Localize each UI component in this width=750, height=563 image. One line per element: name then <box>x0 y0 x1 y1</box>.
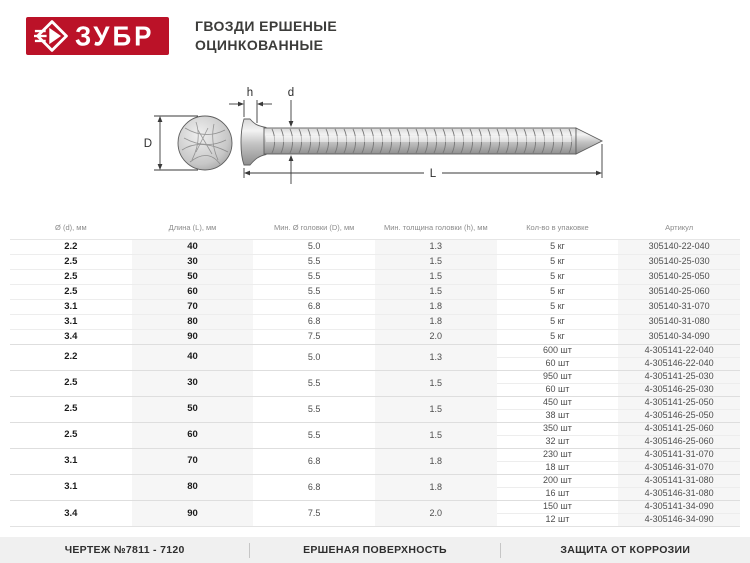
table-row <box>10 314 740 329</box>
table-cell: 3.1 <box>10 448 132 474</box>
column-header: Артикул <box>618 216 740 239</box>
table-cell: 305140-34-090 <box>618 329 740 344</box>
quantity-cell: 60 шт <box>497 383 619 396</box>
quantity-cell: 200 шт <box>497 474 619 487</box>
table-row <box>10 422 740 435</box>
table-cell: 3.1 <box>10 299 132 314</box>
table-cell: 1.5 <box>375 284 497 299</box>
sku-cell: 4-305146-31-070 <box>618 461 740 474</box>
quantity-cell: 18 шт <box>497 461 619 474</box>
sku-cell: 4-305146-25-030 <box>618 383 740 396</box>
table-cell: 30 <box>132 254 254 269</box>
sku-cell: 4-305141-31-080 <box>618 474 740 487</box>
svg-text:d: d <box>287 87 295 99</box>
table-cell: 30 <box>132 370 254 396</box>
sku-cell: 4-305146-34-090 <box>618 513 740 526</box>
svg-text:h: h <box>246 87 254 99</box>
table-cell: 1.5 <box>375 370 497 396</box>
page-header <box>26 17 337 55</box>
table-cell: 3.1 <box>10 474 132 500</box>
table-cell: 2.5 <box>10 422 132 448</box>
table-cell: 60 <box>132 284 254 299</box>
table-cell: 6.8 <box>253 448 375 474</box>
spec-table-body <box>10 239 740 526</box>
quantity-cell: 32 шт <box>497 435 619 448</box>
sku-cell: 4-305141-25-030 <box>618 370 740 383</box>
table-cell: 5.5 <box>253 254 375 269</box>
column-header: Ø (d), мм <box>10 216 132 239</box>
table-row <box>10 370 740 383</box>
spec-table <box>10 216 740 526</box>
table-bottom-divider <box>10 526 740 527</box>
sku-cell: 4-305141-22-040 <box>618 344 740 357</box>
table-cell: 5 кг <box>497 299 619 314</box>
quantity-cell: 350 шт <box>497 422 619 435</box>
product-title-line1: ГВОЗДИ ЕРШЕНЫЕ <box>195 18 338 34</box>
table-cell: 5 кг <box>497 284 619 299</box>
table-row <box>10 269 740 284</box>
product-title <box>195 17 337 55</box>
svg-text:D: D <box>143 138 152 150</box>
table-cell: 1.5 <box>375 422 497 448</box>
table-cell: 305140-25-030 <box>618 254 740 269</box>
table-cell: 5 кг <box>497 314 619 329</box>
table-cell: 5 кг <box>497 269 619 284</box>
table-cell: 1.8 <box>375 314 497 329</box>
table-cell: 7.5 <box>253 500 375 526</box>
table-cell: 5.5 <box>253 396 375 422</box>
quantity-cell: 150 шт <box>497 500 619 513</box>
nail-head-side-view <box>241 119 266 165</box>
table-cell: 60 <box>132 422 254 448</box>
table-cell: 3.4 <box>10 329 132 344</box>
table-cell: 7.5 <box>253 329 375 344</box>
table-cell: 5.0 <box>253 344 375 370</box>
table-cell: 5 кг <box>497 329 619 344</box>
table-cell: 2.5 <box>10 370 132 396</box>
footer-surface-type: ЕРШЕНАЯ ПОВЕРХНОСТЬ <box>303 544 447 556</box>
column-header: Мин. Ø головки (D), мм <box>253 216 375 239</box>
quantity-cell: 60 шт <box>497 357 619 370</box>
table-cell: 80 <box>132 474 254 500</box>
table-row <box>10 500 740 513</box>
table-cell: 2.2 <box>64 240 78 252</box>
table-cell: 1.8 <box>375 474 497 500</box>
table-cell: 1.8 <box>375 299 497 314</box>
table-cell: 70 <box>132 299 254 314</box>
table-cell: 2.0 <box>375 500 497 526</box>
table-cell: 5.5 <box>253 284 375 299</box>
table-row <box>10 344 740 357</box>
table-cell: 6.8 <box>253 314 375 329</box>
table-cell: 305140-31-070 <box>618 299 740 314</box>
table-cell: 1.5 <box>375 396 497 422</box>
table-cell: 2.5 <box>10 396 132 422</box>
svg-text:L: L <box>429 168 437 180</box>
table-cell: 305140-31-080 <box>618 314 740 329</box>
table-cell: 1.5 <box>375 254 497 269</box>
table-cell: 50 <box>132 269 254 284</box>
sku-cell: 4-305146-31-080 <box>618 487 740 500</box>
table-cell: 2.5 <box>10 284 132 299</box>
table-row <box>10 239 740 254</box>
quantity-cell: 230 шт <box>497 448 619 461</box>
logo-wordmark: ЗУБР <box>75 20 155 52</box>
table-cell: 5.5 <box>253 269 375 284</box>
table-cell: 1.3 <box>375 239 497 254</box>
table-cell: 5.5 <box>253 422 375 448</box>
product-title-line2: ОЦИНКОВАННЫЕ <box>195 37 324 53</box>
sku-cell: 4-305141-25-060 <box>618 422 740 435</box>
table-cell: 1.3 <box>375 344 497 370</box>
table-cell: 1.5 <box>375 269 497 284</box>
sku-cell: 4-305141-34-090 <box>618 500 740 513</box>
table-row <box>10 299 740 314</box>
quantity-cell: 38 шт <box>497 409 619 422</box>
table-cell: 305140-25-060 <box>618 284 740 299</box>
sku-cell: 4-305146-25-060 <box>618 435 740 448</box>
table-cell: 3.4 <box>10 500 132 526</box>
quantity-cell: 16 шт <box>497 487 619 500</box>
table-cell: 6.8 <box>253 474 375 500</box>
nail-technical-drawing <box>0 80 750 198</box>
table-cell: 80 <box>132 314 254 329</box>
sku-cell: 4-305141-25-050 <box>618 396 740 409</box>
quantity-cell: 950 шт <box>497 370 619 383</box>
table-cell: 5.5 <box>253 370 375 396</box>
sku-cell: 4-305146-22-040 <box>618 357 740 370</box>
quantity-cell: 12 шт <box>497 513 619 526</box>
table-cell: 40 <box>132 344 254 370</box>
table-row <box>10 329 740 344</box>
table-cell: 305140-25-050 <box>618 269 740 284</box>
table-cell: 3.1 <box>10 314 132 329</box>
table-cell: 50 <box>132 396 254 422</box>
quantity-cell: 450 шт <box>497 396 619 409</box>
table-row <box>10 284 740 299</box>
sku-cell: 4-305141-31-070 <box>618 448 740 461</box>
nail-tip <box>576 128 602 154</box>
column-header: Кол-во в упаковке <box>497 216 619 239</box>
table-cell: 70 <box>132 448 254 474</box>
table-cell: 2.5 <box>10 254 132 269</box>
nail-head-top-view <box>178 116 232 170</box>
zubr-logo <box>26 17 169 55</box>
nail-shank <box>264 128 602 154</box>
table-row <box>10 396 740 409</box>
column-header: Длина (L), мм <box>132 216 254 239</box>
table-cell: 305140-22-040 <box>618 239 740 254</box>
dimension-h <box>229 87 272 123</box>
table-cell: 90 <box>132 329 254 344</box>
quantity-cell: 600 шт <box>497 344 619 357</box>
footer-drawing-number: ЧЕРТЕЖ №7811 - 7120 <box>64 544 185 556</box>
sku-cell: 4-305146-25-050 <box>618 409 740 422</box>
table-cell: 1.8 <box>375 448 497 474</box>
table-row <box>10 474 740 487</box>
table-cell: 5.0 <box>307 241 321 251</box>
table-row <box>10 448 740 461</box>
table-cell: 6.8 <box>253 299 375 314</box>
zubr-arrow-diamond-icon <box>34 18 70 54</box>
table-cell: 5 кг <box>497 254 619 269</box>
table-cell: 90 <box>132 500 254 526</box>
page-footer <box>0 537 750 563</box>
footer-corrosion-protection: ЗАЩИТА ОТ КОРРОЗИИ <box>560 544 691 556</box>
spec-table-head-row <box>10 216 740 239</box>
table-row <box>10 254 740 269</box>
table-cell: 2.0 <box>375 329 497 344</box>
table-cell: 5 кг <box>550 241 565 251</box>
table-cell: 2.2 <box>10 344 132 370</box>
table-cell: 40 <box>132 239 254 254</box>
column-header: Мин. толщина головки (h), мм <box>375 216 497 239</box>
table-cell: 2.5 <box>10 269 132 284</box>
